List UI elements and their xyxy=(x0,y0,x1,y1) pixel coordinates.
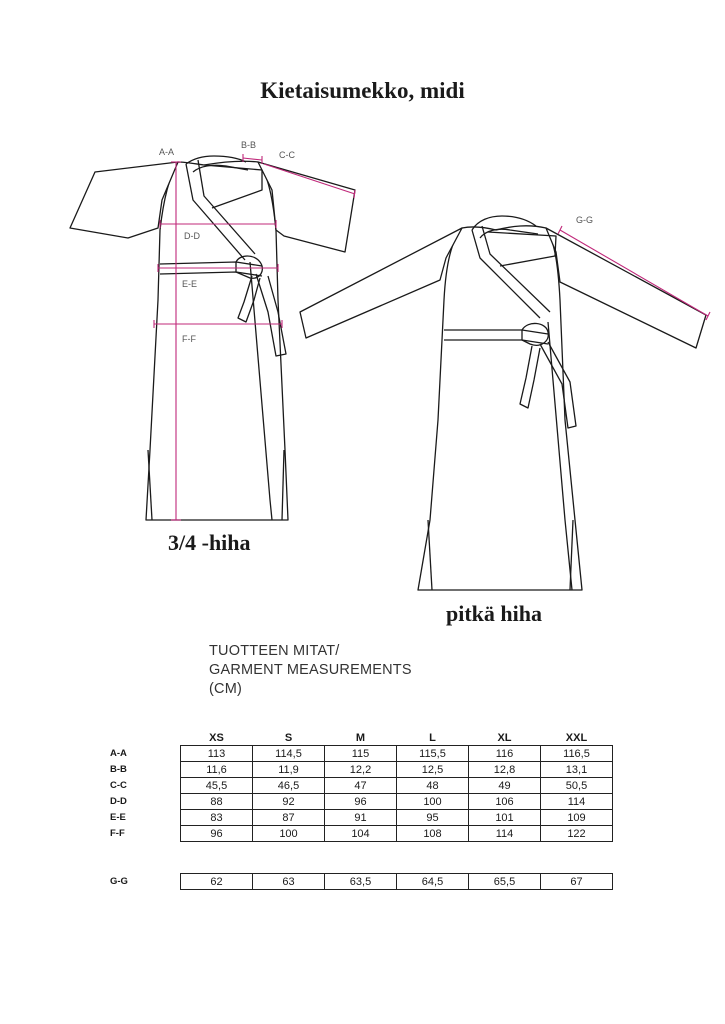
table-cell: 109 xyxy=(541,810,613,826)
table-row xyxy=(110,826,613,842)
table-cell: 65,5 xyxy=(469,874,541,890)
label-g-g: G-G xyxy=(576,215,593,225)
gg-measurement-table xyxy=(110,873,613,890)
size-header: S xyxy=(284,731,293,744)
dress-three-quarter-sleeve xyxy=(70,156,355,520)
table-cell: 47 xyxy=(325,778,397,794)
table-cell: 114 xyxy=(469,826,541,842)
row-label: D-D xyxy=(110,796,127,807)
table-cell: 100 xyxy=(253,826,325,842)
label-b-b: B-B xyxy=(241,140,257,150)
label-c-c: C-C xyxy=(279,150,295,160)
table-cell: 88 xyxy=(181,794,253,810)
table-cell: 63,5 xyxy=(325,874,397,890)
table-cell: 49 xyxy=(469,778,541,794)
table-cell: 113 xyxy=(181,746,253,762)
caption-three-quarter-sleeve: 3/4 -hiha xyxy=(168,530,251,555)
table-cell: 45,5 xyxy=(181,778,253,794)
row-label: B-B xyxy=(110,764,127,775)
measurements-heading xyxy=(209,642,412,699)
heading-line-2: GARMENT MEASUREMENTS xyxy=(209,662,412,678)
table-row xyxy=(110,762,613,778)
size-header: XL xyxy=(497,731,512,744)
table-cell: 92 xyxy=(253,794,325,810)
caption-long-sleeve: pitkä hiha xyxy=(446,601,542,626)
heading-line-1: TUOTTEEN MITAT/ xyxy=(209,643,340,659)
table-cell: 96 xyxy=(181,826,253,842)
table-cell: 63 xyxy=(253,874,325,890)
table-cell: 67 xyxy=(541,874,613,890)
size-header: L xyxy=(429,731,436,744)
label-a-a: A-A xyxy=(159,147,175,157)
table-cell: 46,5 xyxy=(253,778,325,794)
table-cell: 48 xyxy=(397,778,469,794)
size-header: M xyxy=(355,731,366,744)
table-cell: 11,6 xyxy=(181,762,253,778)
table-cell: 104 xyxy=(325,826,397,842)
table-row xyxy=(110,778,613,794)
label-d-d: D-D xyxy=(184,231,200,241)
table-cell: 122 xyxy=(541,826,613,842)
table-cell: 116,5 xyxy=(541,746,613,762)
size-header: XXL xyxy=(565,731,588,744)
row-label: C-C xyxy=(110,780,127,791)
table-cell: 108 xyxy=(397,826,469,842)
heading-line-3: (CM) xyxy=(209,681,243,697)
table-cell: 114,5 xyxy=(253,746,325,762)
table-cell: 87 xyxy=(253,810,325,826)
measurements-table xyxy=(110,730,613,842)
table-cell: 64,5 xyxy=(397,874,469,890)
table-row xyxy=(110,794,613,810)
table-cell: 95 xyxy=(397,810,469,826)
table-row xyxy=(110,746,613,762)
table-cell: 106 xyxy=(469,794,541,810)
size-header-row xyxy=(110,730,613,746)
table-cell: 115 xyxy=(325,746,397,762)
label-e-e: E-E xyxy=(182,279,198,289)
row-label: F-F xyxy=(110,828,125,839)
table-cell: 114 xyxy=(541,794,613,810)
table-cell: 12,2 xyxy=(325,762,397,778)
table-cell: 62 xyxy=(181,874,253,890)
size-header: XS xyxy=(209,731,224,744)
row-label: G-G xyxy=(110,876,128,887)
row-label: E-E xyxy=(110,812,126,823)
table-cell: 12,8 xyxy=(469,762,541,778)
table-cell: 101 xyxy=(469,810,541,826)
table-cell: 91 xyxy=(325,810,397,826)
table-cell: 13,1 xyxy=(541,762,613,778)
document-title: Kietaisumekko, midi xyxy=(260,78,465,103)
table-cell: 100 xyxy=(397,794,469,810)
dress-long-sleeve xyxy=(300,216,706,590)
row-label: A-A xyxy=(110,748,127,759)
table-row xyxy=(110,874,613,890)
table-cell: 11,9 xyxy=(253,762,325,778)
label-f-f: F-F xyxy=(182,334,196,344)
table-cell: 83 xyxy=(181,810,253,826)
table-cell: 96 xyxy=(325,794,397,810)
table-cell: 12,5 xyxy=(397,762,469,778)
table-cell: 116 xyxy=(469,746,541,762)
table-cell: 50,5 xyxy=(541,778,613,794)
table-row xyxy=(110,810,613,826)
table-cell: 115,5 xyxy=(397,746,469,762)
